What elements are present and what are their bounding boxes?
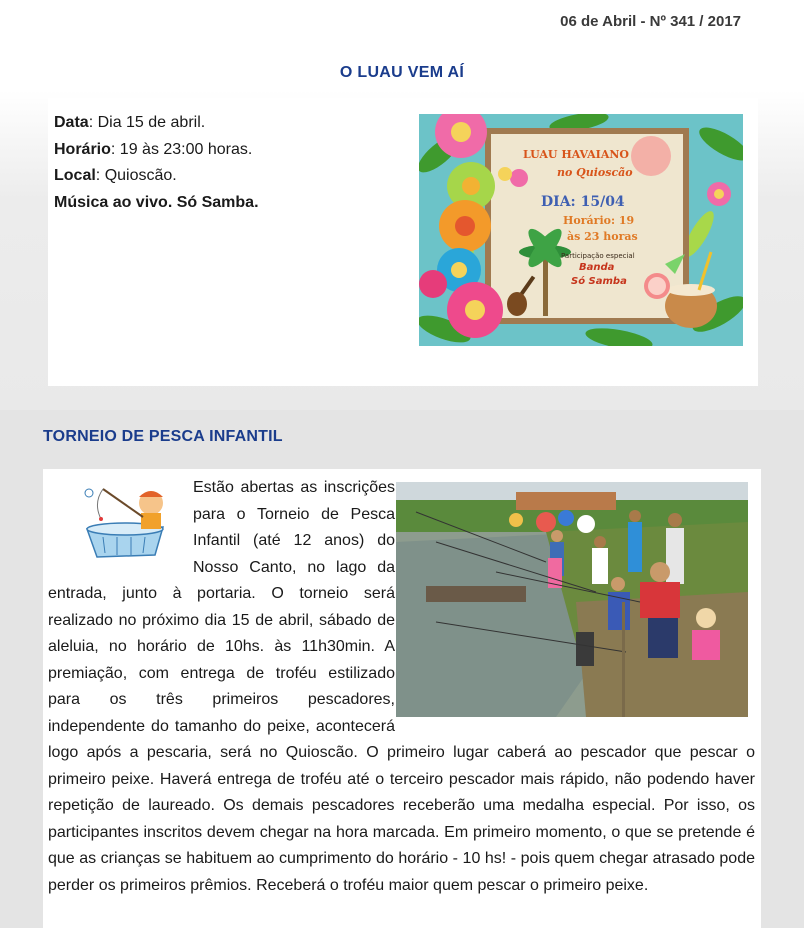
torneio-text: Estão abertas as inscrições para o Torneio de Pesca Infantil (até 12 anos) do Nosso Canto, no lago da entrada, junto à portaria. O torneio será realizado no próximo dia 15 de abril, sábado de aleluia, no horário de 10hs. às 11h30min. A premiação, com entrega de troféu estilizado para os três primeiros pescadores, independente do tamanho do peixe, acontecerá logo após a pescaria, será no Quioscão. O primeiro lugar caberá ao pescador que pescar o primeiro peixe. Haverá entrega de troféu até o terceiro pescador mais rápido, não podendo haver repetição de laureado. Os demais pescadores receberão uma medalha especial. Por isso, os participantes inscritos devem chegar na hora marcada. Em primeiro momento, o que se pretende é que as crianças se habituem ao cumprimento do horário - 10 hs! - pois quem chegar atrasado pode perder os primeiros prêmios. Receberá o troféu maior quem pescar o primeiro peixe. — [48, 479, 755, 894]
poster-horario1: Horário: 19 — [563, 214, 635, 227]
place-line — [54, 163, 259, 190]
place-label: Local — [54, 167, 96, 184]
poster-participacao: Participação especial — [561, 252, 635, 260]
music-line — [54, 190, 259, 217]
time-label: Horário — [54, 140, 111, 158]
time-value: : 19 às 23:00 horas. — [110, 140, 253, 158]
luau-poster-illustration — [419, 114, 743, 346]
poster-line2: no Quioscão — [557, 166, 633, 179]
time-line — [54, 137, 259, 164]
clipart-spacer — [48, 475, 193, 570]
torneio-card — [43, 469, 761, 939]
date-label: Data — [54, 114, 89, 131]
poster-dia: DIA: 15/04 — [541, 194, 625, 210]
music-text: Música ao vivo. Só Samba. — [54, 193, 259, 211]
date-value: : Dia 15 de abril. — [88, 114, 206, 131]
issue-line: 06 de Abril - Nº 341 / 2017 — [560, 13, 741, 30]
luau-poster — [419, 114, 743, 346]
luau-card — [48, 98, 758, 386]
poster-line1: LUAU HAVAIANO — [523, 148, 630, 161]
torneio-heading: TORNEIO DE PESCA INFANTIL — [43, 428, 283, 445]
luau-info — [54, 110, 259, 216]
torneio-article — [48, 475, 755, 899]
poster-banda1: Banda — [579, 262, 615, 273]
luau-heading: O LUAU VEM AÍ — [339, 64, 465, 81]
poster-banda2: Só Samba — [571, 276, 627, 287]
poster-horario2: às 23 horas — [567, 230, 638, 243]
place-value: : Quioscão. — [95, 167, 177, 184]
photo-spacer — [395, 475, 755, 720]
date-line — [54, 110, 259, 137]
